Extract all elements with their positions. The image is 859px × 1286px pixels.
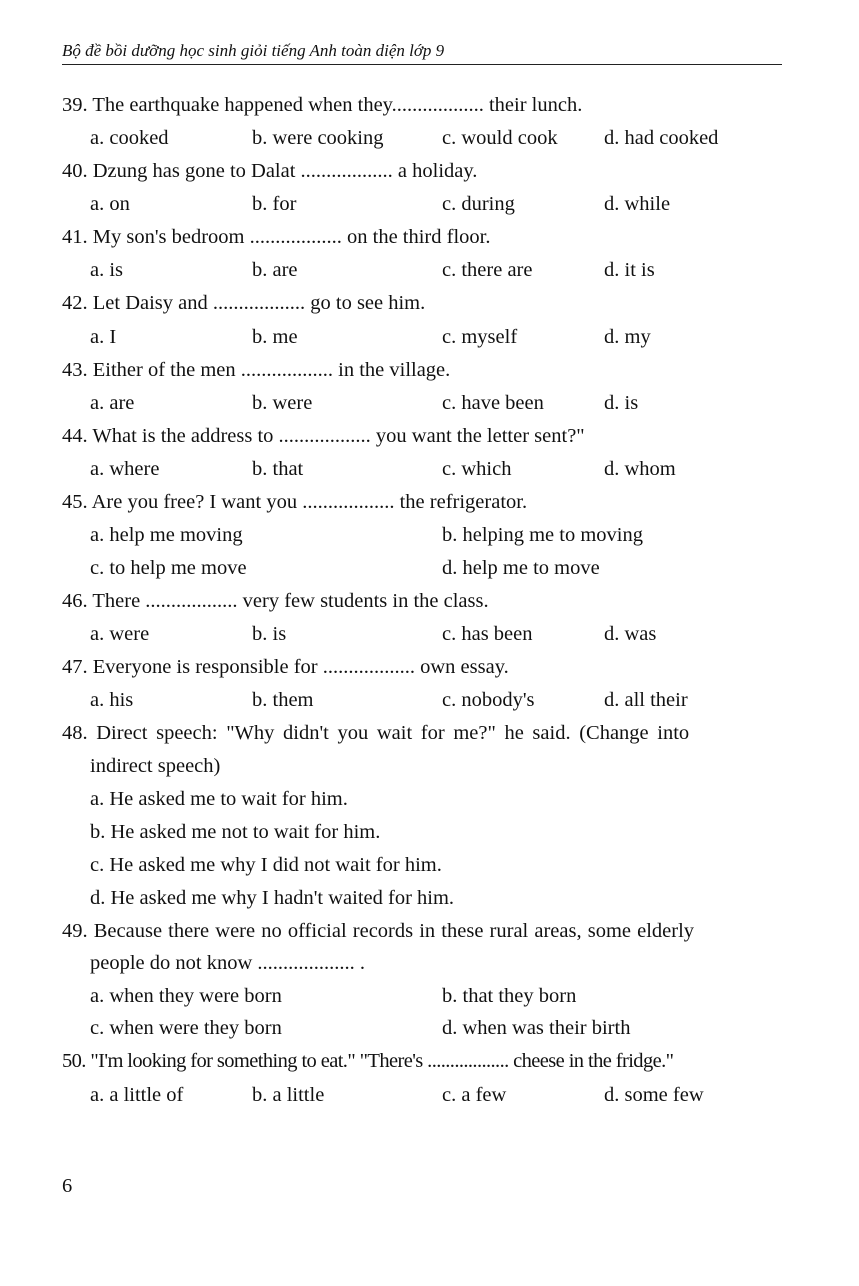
option-a: a. He asked me to wait for him. — [90, 788, 348, 810]
option-d: d. is — [604, 392, 639, 414]
option-a: a. cooked — [90, 127, 169, 149]
question-stem: 39. The earthquake happened when they.................. their lunch. — [62, 94, 583, 116]
option-b: b. is — [252, 623, 287, 645]
running-header: Bộ đề bồi dưỡng học sinh giỏi tiếng Anh toàn diện lớp 9 — [62, 40, 782, 65]
question-stem-continuation: people do not know ................... . — [90, 952, 366, 974]
option-d: d. it is — [604, 259, 655, 281]
option-row — [90, 387, 790, 420]
option-b: b. a little — [252, 1084, 325, 1106]
option-d: d. when was their birth — [442, 1017, 631, 1039]
option-a: a. where — [90, 458, 160, 480]
option-a: a. on — [90, 193, 130, 215]
option-a: a. his — [90, 689, 134, 711]
option-d: d. He asked me why I hadn't waited for him. — [90, 887, 455, 909]
option-row — [90, 321, 790, 354]
option-a: a. are — [90, 392, 135, 414]
option-row — [90, 122, 790, 155]
option-b: b. were — [252, 392, 313, 414]
option-c: c. when were they born — [90, 1017, 282, 1039]
option-b: b. that they born — [442, 985, 577, 1007]
question-stem: 46. There .................. very few students in the class. — [62, 590, 489, 612]
option-a: a. when they were born — [90, 985, 282, 1007]
option-c: c. He asked me why I did not wait for him. — [90, 854, 442, 876]
question-stem: 43. Either of the men .................. in the village. — [62, 359, 451, 381]
option-d: d. while — [604, 193, 671, 215]
option-d: d. whom — [604, 458, 676, 480]
option-row — [90, 1012, 790, 1045]
option-row — [90, 684, 790, 717]
option-a: a. is — [90, 259, 124, 281]
option-d: d. was — [604, 623, 657, 645]
option-row — [90, 188, 790, 221]
option-d: d. my — [604, 326, 651, 348]
option-row — [90, 1079, 790, 1112]
option-b: b. them — [252, 689, 314, 711]
option-row — [90, 980, 790, 1013]
option-a: a. were — [90, 623, 150, 645]
option-c: c. myself — [442, 326, 518, 348]
option-d: d. all their — [604, 689, 688, 711]
question-stem: 40. Dzung has gone to Dalat .................. a holiday. — [62, 160, 478, 182]
option-c: c. a few — [442, 1084, 507, 1106]
option-d: d. help me to move — [442, 557, 600, 579]
option-row — [90, 519, 790, 552]
option-b: b. helping me to moving — [442, 524, 643, 546]
option-c: c. which — [442, 458, 512, 480]
option-c: c. there are — [442, 259, 533, 281]
question-stem: 45. Are you free? I want you .................. the refrigerator. — [62, 491, 528, 513]
option-a: a. help me moving — [90, 524, 243, 546]
option-c: c. has been — [442, 623, 533, 645]
option-row — [90, 254, 790, 287]
option-b: b. that — [252, 458, 304, 480]
page-number: 6 — [62, 1175, 73, 1197]
option-b: b. for — [252, 193, 297, 215]
option-b: b. were cooking — [252, 127, 384, 149]
question-stem: 49. Because there were no official records in these rural areas, some elderly — [62, 920, 695, 942]
question-stem: 47. Everyone is responsible for .................. own essay. — [62, 656, 509, 678]
option-row — [90, 453, 790, 486]
option-b: b. me — [252, 326, 298, 348]
option-b: b. are — [252, 259, 298, 281]
option-c: c. to help me move — [90, 557, 247, 579]
option-c: c. nobody's — [442, 689, 535, 711]
question-stem: 41. My son's bedroom .................. on the third floor. — [62, 226, 491, 248]
option-c: c. would cook — [442, 127, 558, 149]
option-row — [90, 552, 790, 585]
option-d: d. some few — [604, 1084, 704, 1106]
option-d: d. had cooked — [604, 127, 719, 149]
question-stem: 44. What is the address to .................. you want the letter sent?" — [62, 425, 585, 447]
question-stem: 48. Direct speech: "Why didn't you wait for me?" he said. (Change into — [62, 722, 690, 744]
question-stem-continuation: indirect speech) — [90, 755, 221, 777]
option-c: c. during — [442, 193, 515, 215]
option-a: a. a little of — [90, 1084, 184, 1106]
question-stem: 50. "I'm looking for something to eat." "There's .................. cheese in the fridge." — [62, 1050, 674, 1072]
option-b: b. He asked me not to wait for him. — [90, 821, 381, 843]
option-c: c. have been — [442, 392, 544, 414]
option-row — [90, 618, 790, 651]
question-stem: 42. Let Daisy and .................. go to see him. — [62, 292, 426, 314]
option-a: a. I — [90, 326, 117, 348]
